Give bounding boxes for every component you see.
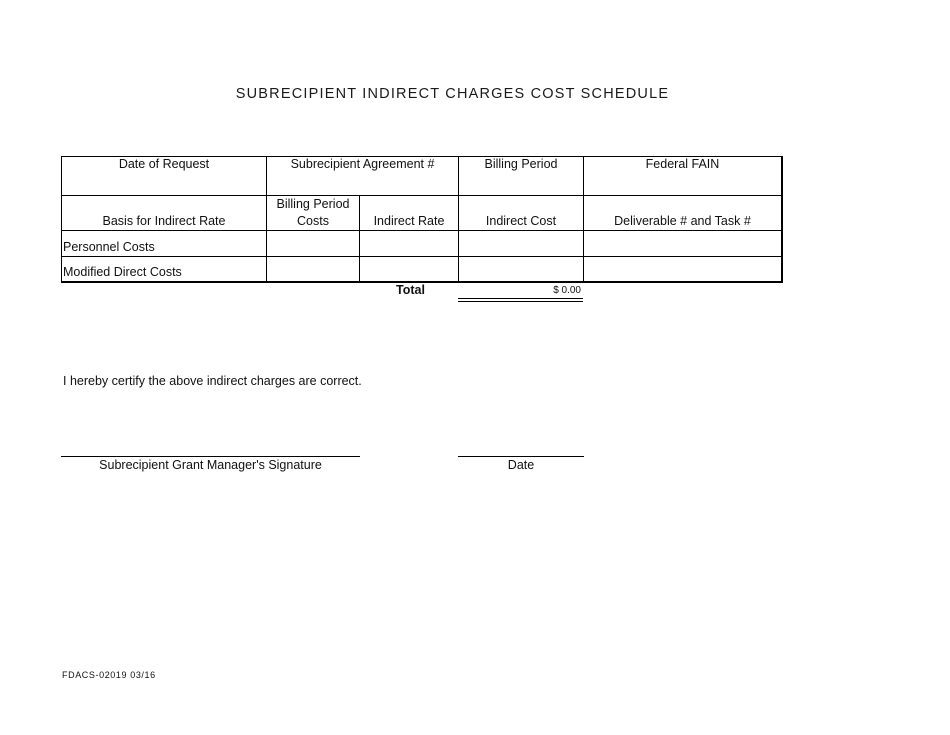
billing-period-field[interactable] bbox=[459, 174, 583, 194]
agreement-number-field[interactable] bbox=[267, 174, 458, 194]
date-field[interactable] bbox=[458, 432, 584, 456]
date-of-request-field[interactable] bbox=[62, 174, 266, 194]
row-label-personnel-costs: Personnel Costs bbox=[63, 240, 155, 254]
column-deliverable-task: Deliverable # and Task # bbox=[614, 214, 751, 228]
column-indirect-rate: Indirect Rate bbox=[373, 214, 445, 228]
modified-billing-period-costs-field[interactable] bbox=[267, 257, 359, 281]
grid-line-header-bottom bbox=[61, 195, 783, 196]
column-billing-period-costs-line2: Costs bbox=[297, 214, 329, 228]
personnel-deliverable-field[interactable] bbox=[584, 231, 781, 256]
personnel-indirect-cost-field[interactable] bbox=[459, 231, 583, 256]
column-basis-for-indirect-rate: Basis for Indirect Rate bbox=[102, 214, 226, 228]
total-value: $ 0.00 bbox=[553, 285, 581, 296]
signature-field[interactable] bbox=[61, 432, 360, 456]
total-double-underline-bottom bbox=[458, 301, 583, 302]
header-date-of-request: Date of Request bbox=[118, 157, 210, 171]
form-number-footer: FDACS-02019 03/16 bbox=[62, 670, 156, 680]
total-double-underline-top bbox=[458, 298, 583, 299]
row-label-modified-direct-costs: Modified Direct Costs bbox=[63, 265, 182, 279]
grid-line-right bbox=[781, 156, 783, 283]
header-billing-period: Billing Period bbox=[484, 157, 558, 171]
signature-line bbox=[61, 456, 360, 457]
column-billing-period-costs-line1: Billing Period bbox=[276, 197, 350, 211]
date-line bbox=[458, 456, 584, 457]
modified-deliverable-field[interactable] bbox=[584, 257, 781, 281]
form-title: SUBRECIPIENT INDIRECT CHARGES COST SCHEDULE bbox=[235, 86, 670, 102]
column-indirect-cost: Indirect Cost bbox=[485, 214, 557, 228]
header-agreement-number: Subrecipient Agreement # bbox=[290, 157, 435, 171]
personnel-billing-period-costs-field[interactable] bbox=[267, 231, 359, 256]
personnel-indirect-rate-field[interactable] bbox=[360, 231, 458, 256]
modified-indirect-cost-field[interactable] bbox=[459, 257, 583, 281]
header-federal-fain: Federal FAIN bbox=[645, 157, 720, 171]
federal-fain-field[interactable] bbox=[584, 174, 781, 194]
certification-statement: I hereby certify the above indirect charges are correct. bbox=[63, 374, 362, 388]
signature-label: Subrecipient Grant Manager's Signature bbox=[99, 458, 322, 472]
total-label: Total bbox=[396, 283, 425, 297]
modified-indirect-rate-field[interactable] bbox=[360, 257, 458, 281]
date-label: Date bbox=[507, 458, 535, 472]
